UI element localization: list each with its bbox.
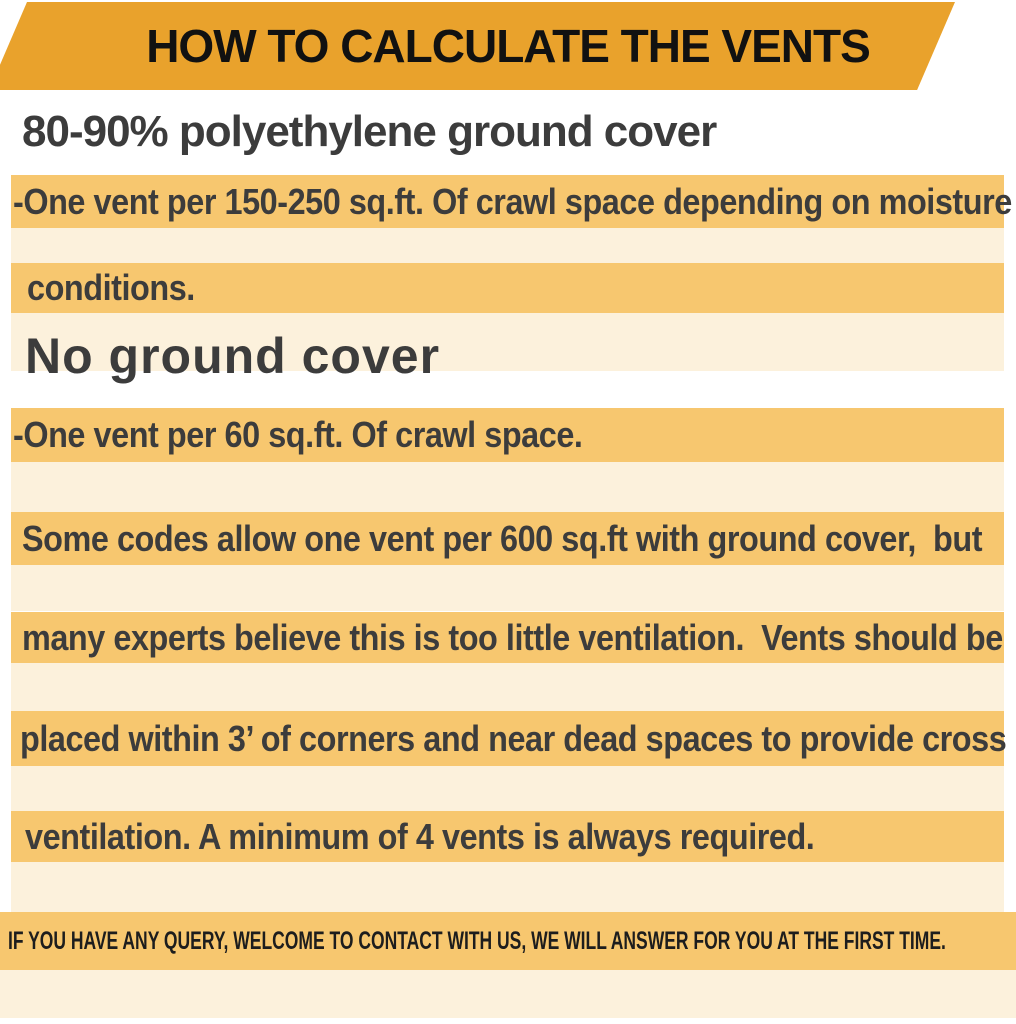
spacer-stripe	[11, 663, 1004, 711]
spacer-stripe	[11, 462, 1004, 512]
body-line: -One vent per 150-250 sq.ft. Of crawl space depending on moisture	[13, 180, 1012, 222]
footer-cream-band	[0, 970, 1016, 1018]
spacer-stripe	[11, 565, 1004, 611]
section-heading-no-cover: No ground cover	[25, 328, 441, 384]
spacer-stripe	[11, 766, 1004, 811]
section-heading-polyethylene: 80-90% polyethylene ground cover	[22, 107, 717, 156]
page-title: HOW TO CALCULATE THE VENTS	[146, 20, 870, 72]
body-line: placed within 3’ of corners and near dead spaces to provide cross	[20, 717, 1007, 759]
body-line: Some codes allow one vent per 600 sq.ft with ground cover, but	[22, 517, 983, 559]
spacer-stripe	[11, 228, 1004, 263]
body-line: -One vent per 60 sq.ft. Of crawl space.	[13, 414, 583, 455]
body-line: many experts believe this is too little ventilation. Vents should be	[22, 616, 1003, 658]
body-line: ventilation. A minimum of 4 vents is always required.	[25, 815, 815, 857]
body-line: conditions.	[27, 267, 195, 308]
footer-note: IF YOU HAVE ANY QUERY, WELCOME TO CONTACT WITH US, WE WILL ANSWER FOR YOU AT THE FIRST TIME.	[8, 926, 946, 955]
spacer-stripe	[11, 862, 1004, 912]
